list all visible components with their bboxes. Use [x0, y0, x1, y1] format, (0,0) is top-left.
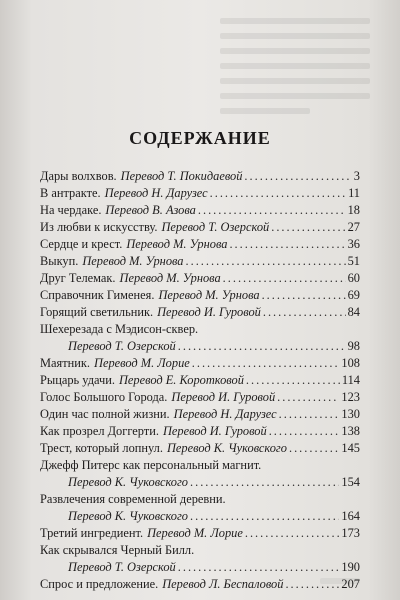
story-title: Третий ингредиент.: [40, 526, 144, 540]
leader-dots: [263, 304, 346, 321]
leader-dots: [190, 508, 339, 525]
page-number: 69: [347, 288, 360, 302]
leader-dots: [198, 202, 346, 219]
leader-dots: [186, 253, 346, 270]
translator: Перевод М. Урнова: [119, 271, 221, 285]
translator: Перевод И. Гуровой: [162, 424, 267, 438]
translator: Перевод М. Лорие: [147, 526, 243, 540]
translator: Перевод И. Гуровой: [171, 390, 276, 404]
story-title: Как скрывался Черный Билл.: [40, 543, 195, 557]
leader-dots: [178, 338, 346, 355]
leader-dots: [192, 355, 340, 372]
story-title: Сердце и крест.: [40, 237, 123, 251]
leader-dots: [279, 406, 340, 423]
page-number: 98: [347, 339, 360, 353]
page-number: 60: [347, 271, 360, 285]
translator: Перевод Т. Покидаевой: [120, 169, 243, 183]
story-title: Джефф Питерс как персональный магнит.: [40, 458, 262, 472]
story-title: На чердаке.: [40, 203, 102, 217]
translator: Перевод Т. Озерской: [68, 339, 176, 353]
leader-dots: [269, 423, 340, 440]
leader-dots: [246, 372, 340, 389]
translator: Перевод К. Чуковского: [68, 509, 188, 523]
page-number: 11: [348, 186, 360, 200]
page-number: 84: [347, 305, 360, 319]
page-number: 114: [341, 373, 360, 387]
leader-dots: [289, 440, 339, 457]
leader-dots: [285, 576, 339, 593]
page-number: 207: [341, 577, 360, 591]
story-title: В антракте.: [40, 186, 101, 200]
bleed-through-text: [220, 18, 370, 128]
page-title: СОДЕРЖАНИЕ: [129, 128, 271, 148]
story-title: Из любви к искусству.: [40, 220, 158, 234]
leader-dots: [277, 389, 339, 406]
page-number: 145: [341, 441, 360, 455]
page-number: 130: [341, 407, 360, 421]
toc-entry-continuation[interactable]: [40, 474, 360, 491]
toc-entry[interactable]: [40, 202, 360, 219]
story-title: Дары волхвов.: [40, 169, 117, 183]
leader-dots: [190, 474, 339, 491]
story-title: Рыцарь удачи.: [40, 373, 115, 387]
page-number: 138: [341, 424, 360, 438]
toc-entry[interactable]: [40, 457, 360, 474]
story-title: Горящий светильник.: [40, 305, 154, 319]
translator: Перевод М. Урнова: [158, 288, 260, 302]
toc-entry[interactable]: [40, 321, 360, 338]
story-title: Как прозрел Доггерти.: [40, 424, 159, 438]
story-title: Выкуп.: [40, 254, 79, 268]
leader-dots: [210, 185, 346, 202]
page-number: 18: [347, 203, 360, 217]
toc-entry[interactable]: [40, 491, 360, 508]
page-number: 36: [347, 237, 360, 251]
translator: Перевод Е. Коротковой: [118, 373, 244, 387]
page-number: 154: [341, 475, 360, 489]
page-number: 173: [341, 526, 360, 540]
toc-entry-continuation[interactable]: [40, 559, 360, 576]
toc-entry[interactable]: [40, 270, 360, 287]
leader-dots: [271, 219, 345, 236]
table-of-contents: [40, 168, 360, 593]
page-number: 51: [347, 254, 360, 268]
translator: Перевод Т. Озерской: [161, 220, 270, 234]
toc-entry[interactable]: [40, 219, 360, 236]
page-number: 27: [347, 220, 360, 234]
toc-entry[interactable]: [40, 440, 360, 457]
toc-entry[interactable]: [40, 168, 360, 185]
leader-dots: [178, 559, 340, 576]
leader-dots: [223, 270, 346, 287]
translator: Перевод М. Урнова: [126, 237, 228, 251]
page-number: 108: [341, 356, 360, 370]
page-number: 123: [341, 390, 360, 404]
toc-entry[interactable]: [40, 287, 360, 304]
translator: Перевод Н. Дарузес: [104, 186, 208, 200]
toc-entry[interactable]: [40, 576, 360, 593]
toc-entry[interactable]: [40, 389, 360, 406]
toc-entry[interactable]: [40, 406, 360, 423]
story-title: Друг Телемак.: [40, 271, 116, 285]
leader-dots: [262, 287, 346, 304]
story-title: Спрос и предложение.: [40, 577, 159, 591]
story-title: Трест, который лопнул.: [40, 441, 163, 455]
story-title: Голос Большого Города.: [40, 390, 168, 404]
story-title: Один час полной жизни.: [40, 407, 170, 421]
translator: Перевод К. Чуковского: [68, 475, 188, 489]
toc-entry[interactable]: [40, 423, 360, 440]
story-title: Шехерезада с Мэдисон-сквер.: [40, 322, 199, 336]
toc-entry-continuation[interactable]: [40, 338, 360, 355]
page-number: 164: [341, 509, 360, 523]
translator: Перевод Т. Озерской: [68, 560, 176, 574]
leader-dots: [244, 168, 351, 185]
translator: Перевод В. Азова: [105, 203, 196, 217]
translator: Перевод М. Лорие: [94, 356, 190, 370]
page-number: 3: [353, 169, 360, 183]
leader-dots: [245, 525, 340, 542]
toc-entry[interactable]: [40, 355, 360, 372]
story-title: Маятник.: [40, 356, 91, 370]
toc-entry[interactable]: [40, 372, 360, 389]
leader-dots: [229, 236, 345, 253]
page-number: 190: [341, 560, 360, 574]
story-title: Развлечения современной деревни.: [40, 492, 226, 506]
translator: Перевод И. Гуровой: [157, 305, 261, 319]
translator: Перевод Л. Беспаловой: [162, 577, 284, 591]
toc-entry[interactable]: [40, 236, 360, 253]
translator: Перевод К. Чуковского: [166, 441, 287, 455]
translator: Перевод Н. Дарузес: [173, 407, 277, 421]
story-title: Справочник Гименея.: [40, 288, 155, 302]
toc-entry-continuation[interactable]: [40, 508, 360, 525]
toc-entry[interactable]: [40, 185, 360, 202]
toc-entry[interactable]: [40, 304, 360, 321]
translator: Перевод М. Урнова: [82, 254, 184, 268]
toc-entry[interactable]: [40, 253, 360, 270]
toc-entry[interactable]: [40, 525, 360, 542]
toc-entry[interactable]: [40, 542, 360, 559]
